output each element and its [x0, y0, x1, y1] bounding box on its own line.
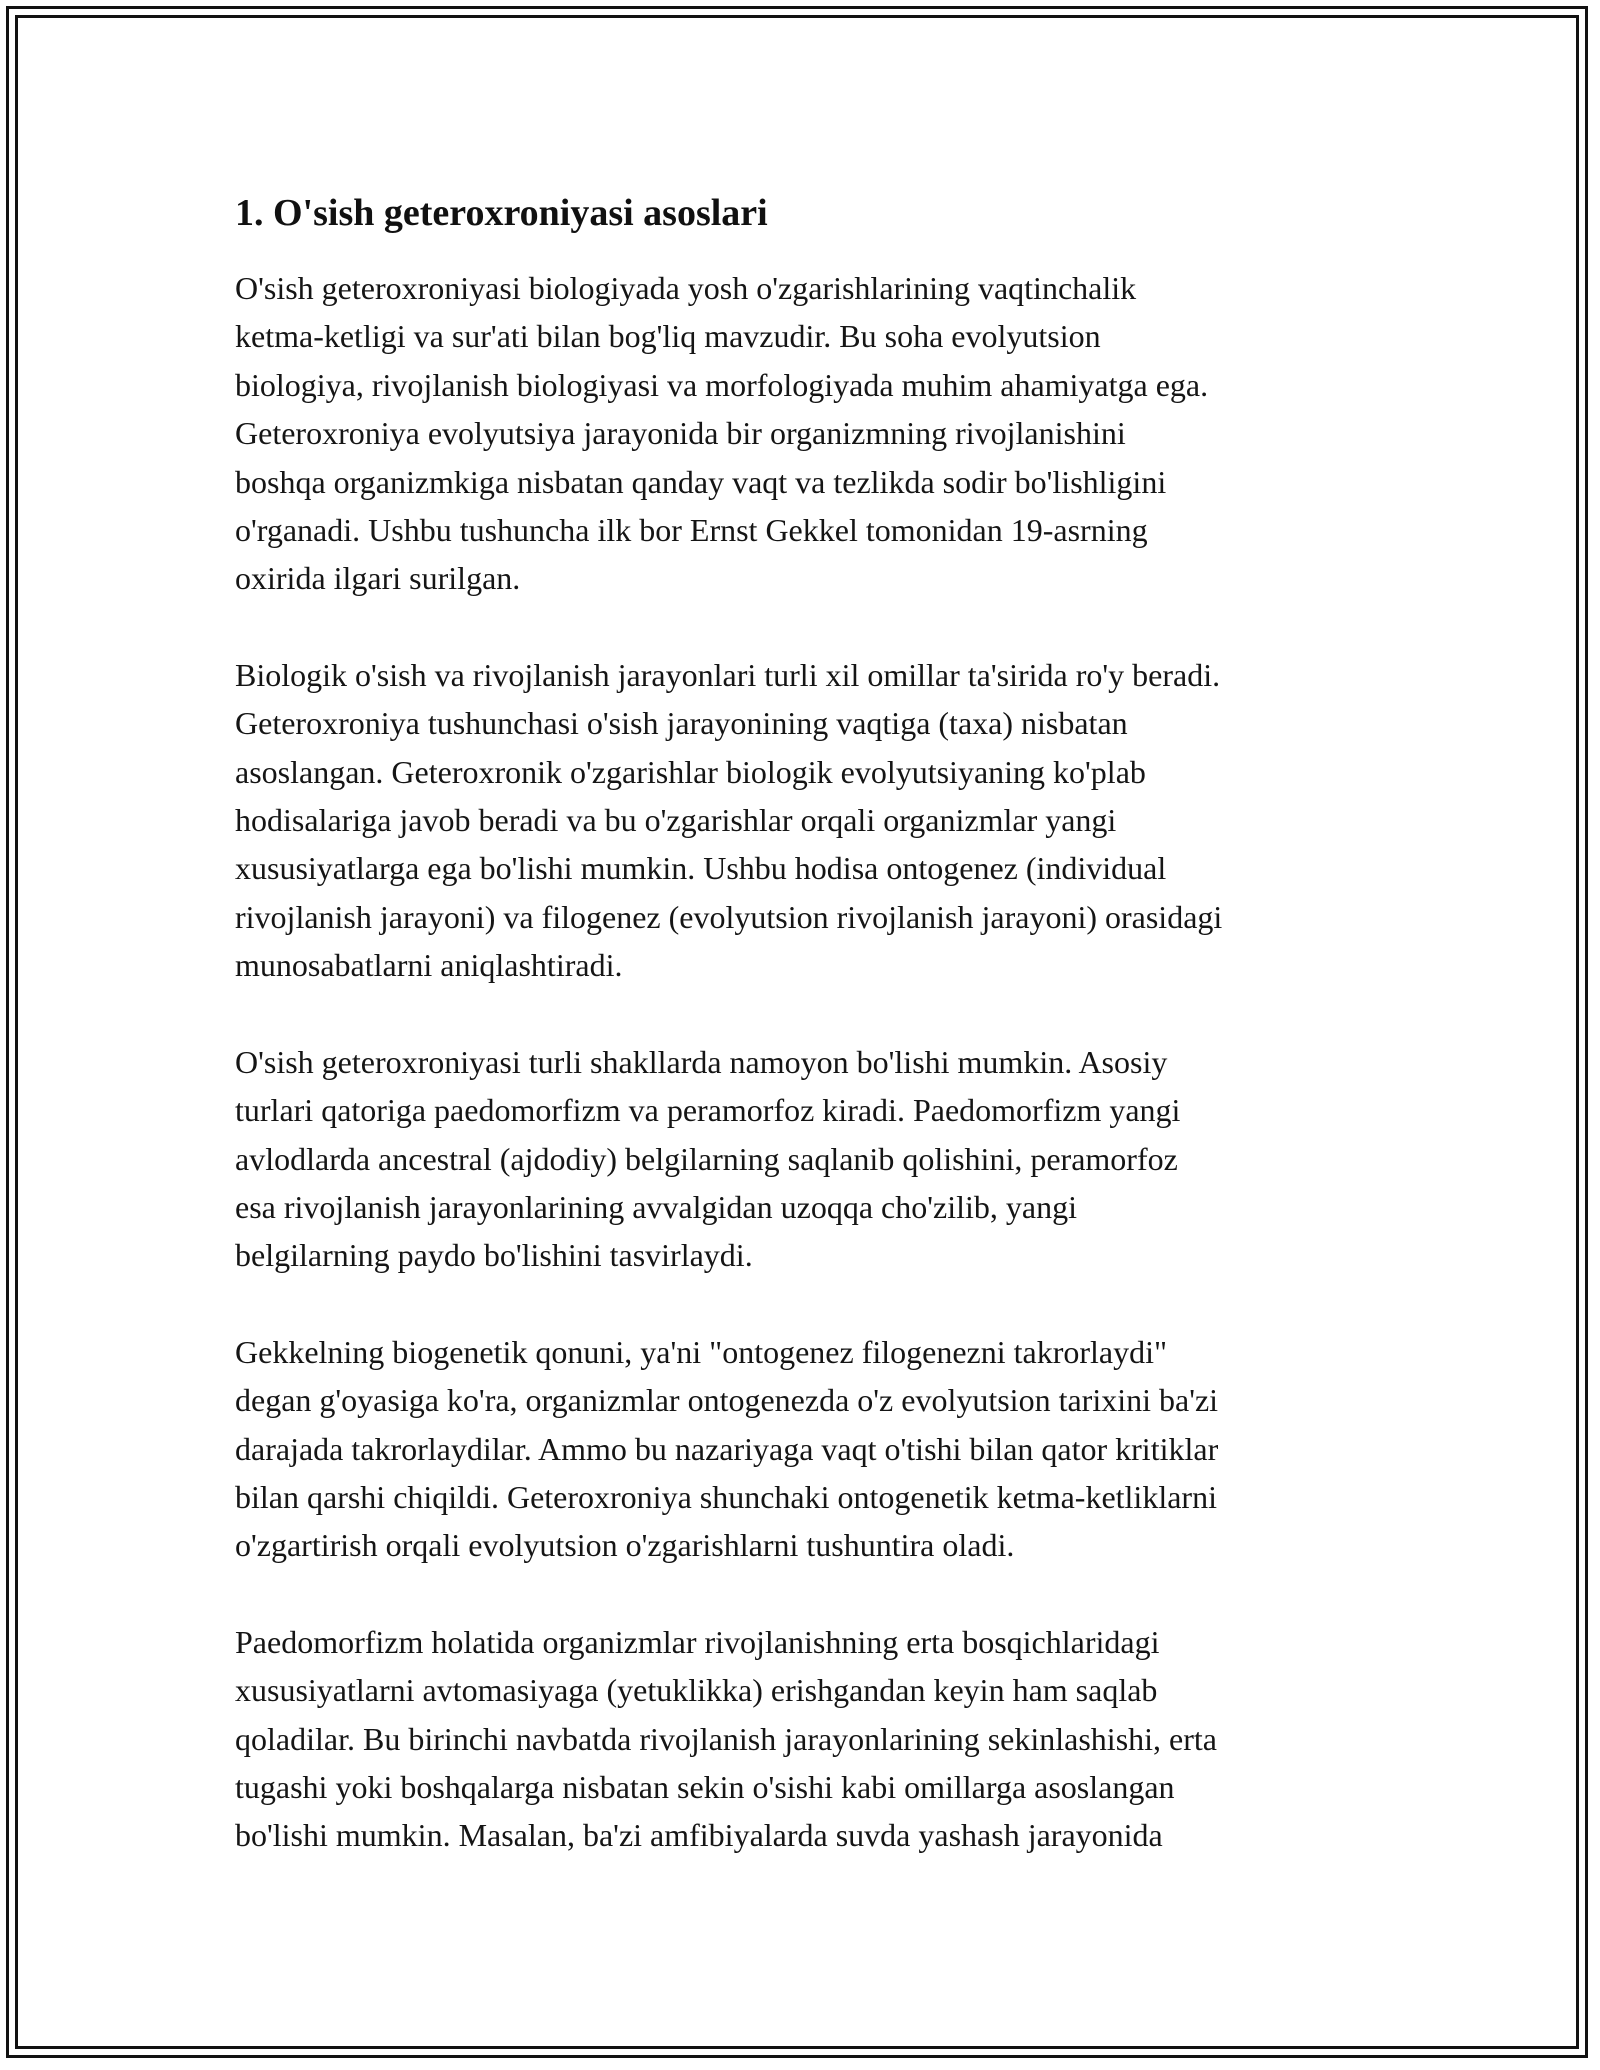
text-line: Paedomorfizm holatida organizmlar rivojlanishning erta bosqichlaridagi: [235, 1623, 1160, 1660]
paragraph: [235, 1038, 1385, 1280]
text-line: xususiyatlarni avtomasiyaga (yetuklikka) erishgandan keyin ham saqlab: [235, 1672, 1158, 1709]
text-line: bo'lishi mumkin. Masalan, ba'zi amfibiyalarda suvda yashash jarayonida: [235, 1817, 1163, 1854]
text-line: biologiya, rivojlanish biologiyasi va morfologiyada muhim ahamiyatga ega.: [235, 366, 1209, 403]
text-line: tugashi yoki boshqalarga nisbatan sekin o'sishi kabi omillarga asoslangan: [235, 1768, 1175, 1805]
paragraph: [235, 1328, 1385, 1570]
text-line: esa rivojlanish jarayonlarining avvalgidan uzoqqa cho'zilib, yangi: [235, 1188, 1077, 1225]
text-line: O'sish geteroxroniyasi biologiyada yosh o'zgarishlarining vaqtinchalik: [235, 270, 1137, 306]
text-line: belgilarning paydo bo'lishini tasvirlaydi.: [235, 1237, 753, 1274]
document-body: [235, 188, 1385, 1908]
text-line: oxirida ilgari surilgan.: [235, 560, 521, 597]
text-line: avlodlarda ancestral (ajdodiy) belgilarning saqlanib qolishini, peramorfoz: [235, 1140, 1178, 1177]
text-line: munosabatlarni aniqlashtiradi.: [235, 947, 623, 984]
paragraph: [235, 1618, 1385, 1860]
section-heading: 1. O'sish geteroxroniyasi asoslari: [235, 192, 768, 234]
paragraph: [235, 651, 1385, 990]
text-line: asoslangan. Geteroxronik o'zgarishlar biologik evolyutsiyaning ko'plab: [235, 753, 1146, 790]
text-line: turlari qatoriga paedomorfizm va peramorfoz kiradi. Paedomorfizm yangi: [235, 1092, 1181, 1129]
text-line: qoladilar. Bu birinchi navbatda rivojlanish jarayonlarining sekinlashishi, erta: [235, 1720, 1217, 1757]
text-line: boshqa organizmkiga nisbatan qanday vaqt va tezlikda sodir bo'lishligini: [235, 463, 1167, 500]
text-line: Geteroxroniya tushunchasi o'sish jarayonining vaqtiga (taxa) nisbatan: [235, 705, 1128, 742]
text-line: Gekkelning biogenetik qonuni, ya'ni "ontogenez filogenezni takrorlaydi": [235, 1333, 1168, 1370]
text-line: Biologik o'sish va rivojlanish jarayonlari turli xil omillar ta'sirida ro'y beradi.: [235, 656, 1221, 693]
text-line: Geteroxroniya evolyutsiya jarayonida bir organizmning rivojlanishini: [235, 415, 1126, 452]
paragraph: [235, 264, 1385, 603]
text-line: O'sish geteroxroniyasi turli shakllarda namoyon bo'lishi mumkin. Asosiy: [235, 1043, 1168, 1080]
text-line: bilan qarshi chiqildi. Geteroxroniya shunchaki ontogenetik ketma-ketliklarni: [235, 1478, 1217, 1515]
text-line: ketma-ketligi va sur'ati bilan bog'liq mavzudir. Bu soha evolyutsion: [235, 318, 1101, 355]
text-line: xususiyatlarga ega bo'lishi mumkin. Ushbu hodisa ontogenez (individual: [235, 850, 1167, 887]
text-line: darajada takrorlaydilar. Ammo bu nazariyaga vaqt o'tishi bilan qator kritiklar: [235, 1430, 1219, 1467]
text-line: rivojlanish jarayoni) va filogenez (evolyutsion rivojlanish jarayoni) orasidagi: [235, 898, 1223, 935]
text-line: hodisalariga javob beradi va bu o'zgarishlar orqali organizmlar yangi: [235, 802, 1117, 839]
text-line: o'zgartirish orqali evolyutsion o'zgarishlarni tushuntira oladi.: [235, 1527, 1015, 1564]
text-line: degan g'oyasiga ko'ra, organizmlar ontogenezda o'z evolyutsion tarixini ba'zi: [235, 1382, 1219, 1419]
text-line: o'rganadi. Ushbu tushuncha ilk bor Ernst Gekkel tomonidan 19-asrning: [235, 512, 1148, 549]
